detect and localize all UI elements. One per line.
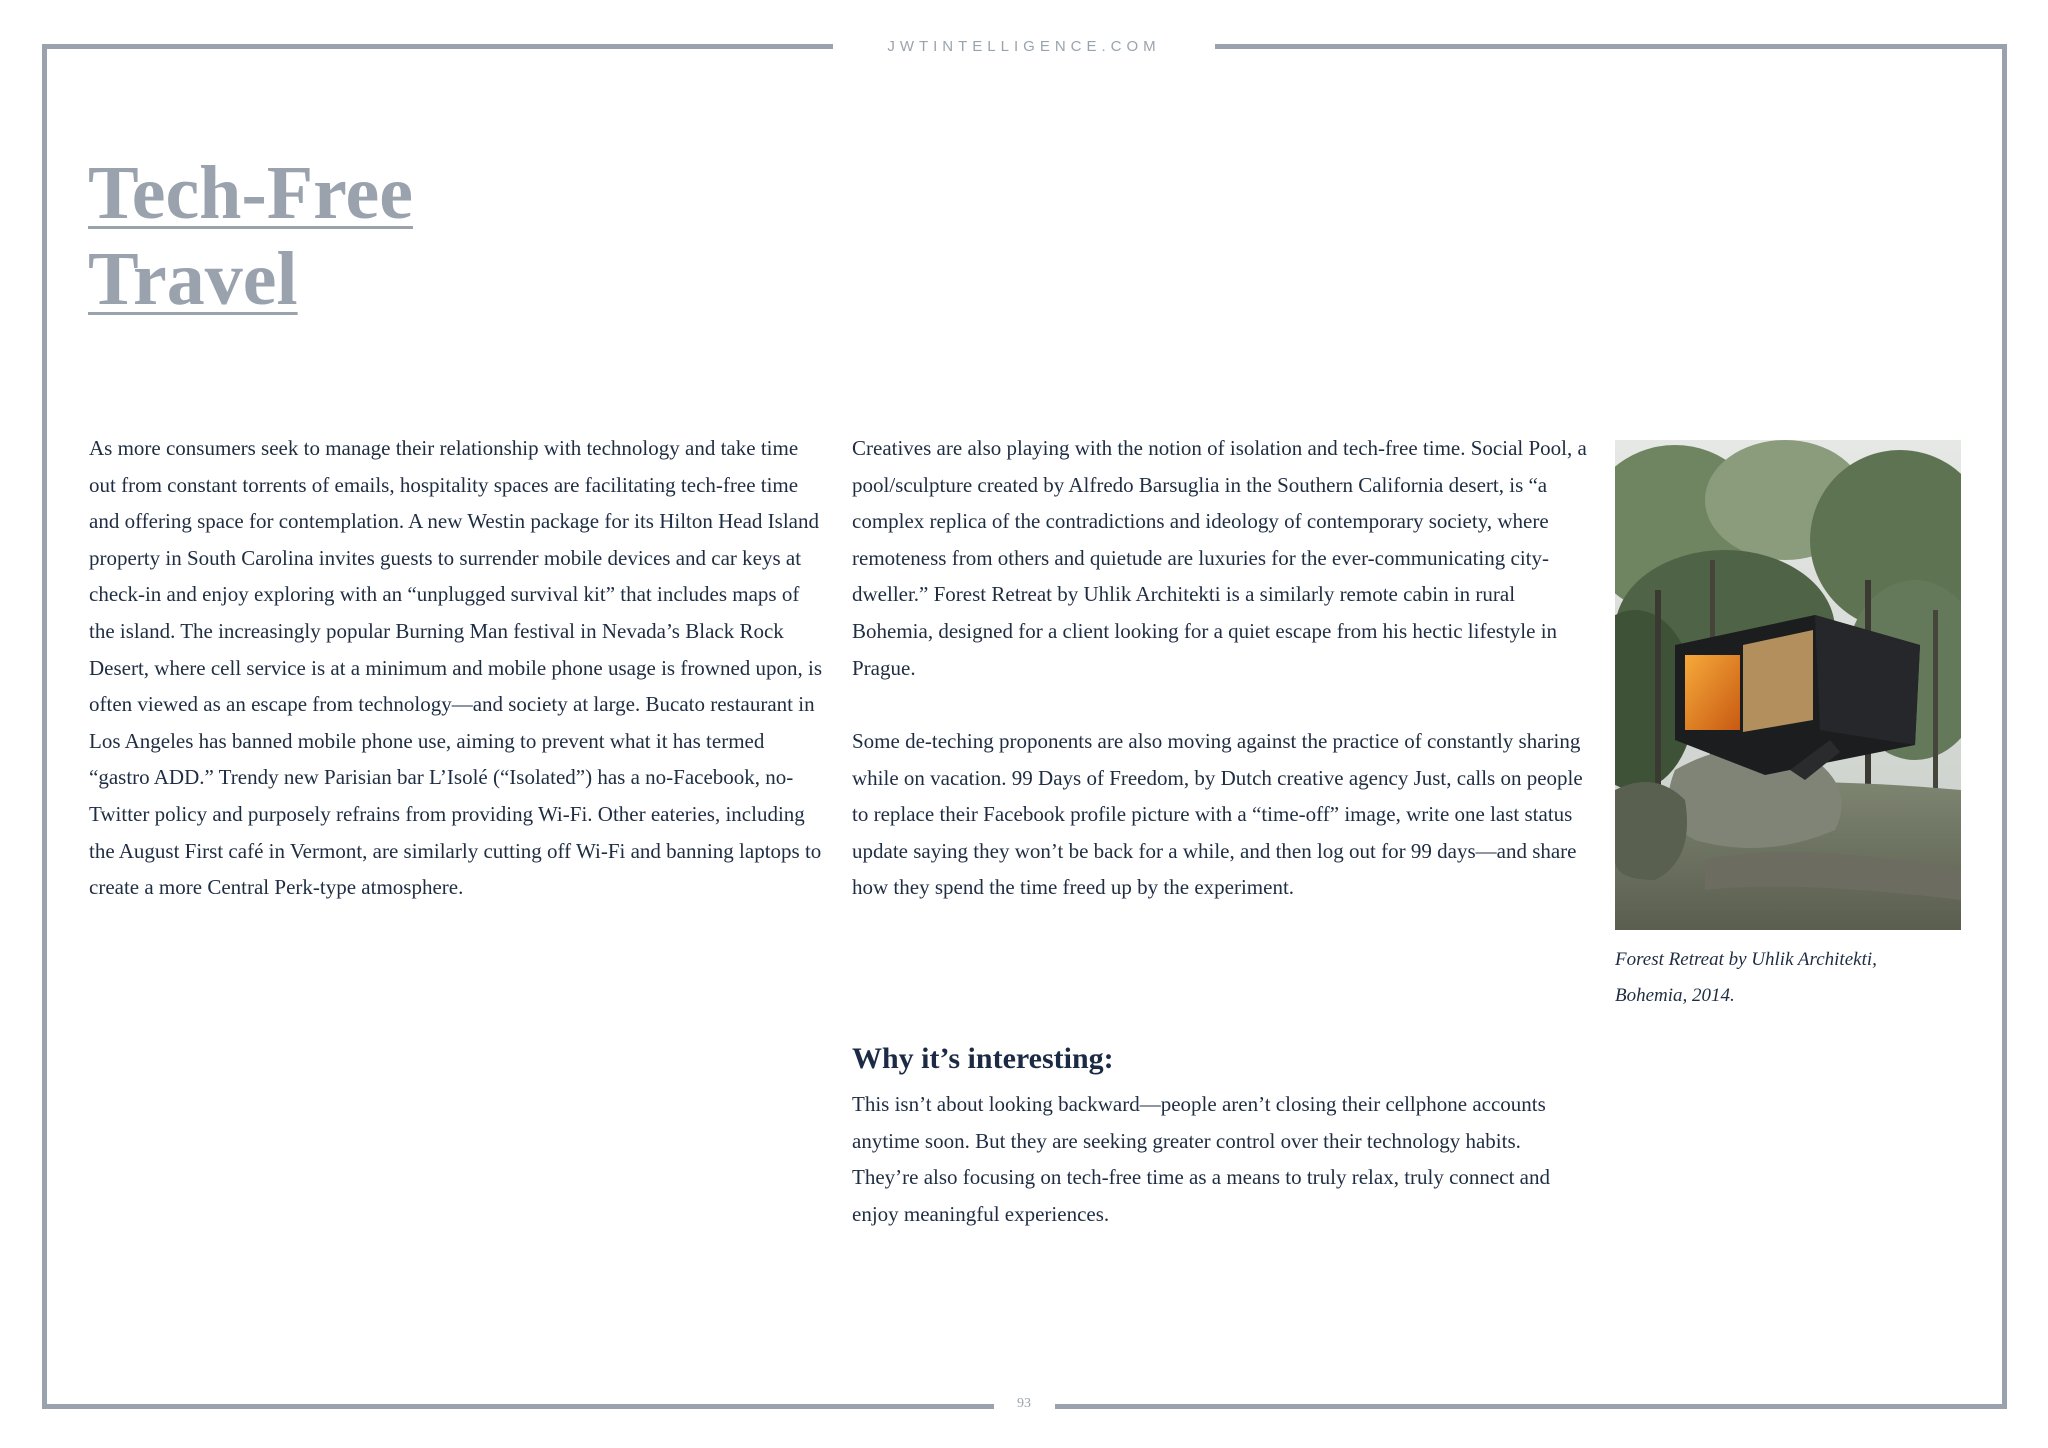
frame-left [42,44,47,1409]
cabin-illustration [1615,440,1961,930]
caption-line-1: Forest Retreat by Uhlik Architekti, [1615,949,1877,970]
why-interesting-heading: Why it’s interesting: [852,1042,1114,1075]
page-number: 93 [1017,1396,1031,1411]
photo-caption [1615,942,1961,1014]
body-column-1: As more consumers seek to manage their relationship with technology and take time out from constant torrents of emails, hospitality spaces are facilitating tech-free time and offering space for contemplation. A new Westin package for its Hilton Head Island property in South Carolina invites guests to surrender mobile devices and car keys at check-in and enjoy exploring with an “unplugged survival kit” that includes maps of the island. The increasingly popular Burning Man festival in Nevada’s Black Rock Desert, where cell service is at a minimum and mobile phone usage is frowned upon, is often viewed as an escape from technology—and society at large. Bucato restaurant in Los Angeles has banned mobile phone use, aiming to prevent what it has termed “gastro ADD.” Trendy new Parisian bar L’Isolé (“Isolated”) has a no-Facebook, no-Twitter policy and purposely refrains from providing Wi-Fi. Other eateries, including the August First café in Vermont, are similarly cutting off Wi-Fi and banning laptops to create a more Central Perk-type atmosphere. [89,436,823,900]
body-column-2-paragraph-2: Some de-teching proponents are also moving against the practice of constantly sharing while on vacation. 99 Days of Freedom, by Dutch creative agency Just, calls on people to replace their Facebook profile picture with a “time-off” image, write one last status update saying they won’t be back for a while, and then log out for 99 days—and share how they spend the time freed up by the experiment. [852,729,1583,900]
site-url[interactable]: JWTINTELLIGENCE.COM [887,38,1161,55]
forest-retreat-photo [1615,440,1961,930]
page-title [88,150,413,322]
title-line-2: Travel [88,237,298,321]
caption-line-2: Bohemia, 2014. [1615,985,1735,1006]
title-line-1: Tech-Free [88,151,414,235]
frame-right [2002,44,2007,1409]
body-column-2-paragraph-1: Creatives are also playing with the notion of isolation and tech-free time. Social Pool, a pool/sculpture created by Alfredo Barsuglia in the Southern California desert, is “a complex replica of the contradictions and ideology of contemporary society, where remoteness from others and quietude are luxuries for the ever-communicating city-dweller.” Forest Retreat by Uhlik Architekti is a similarly remote cabin in rural Bohemia, designed for a client looking for a quiet escape from his hectic lifestyle in Prague. [852,436,1587,680]
why-interesting-text: This isn’t about looking backward—people aren’t closing their cellphone accounts anytime soon. But they are seeking greater control over their technology habits. They’re also focusing on tech-free time as a means to truly relax, truly connect and enjoy meaningful experiences. [852,1092,1550,1226]
